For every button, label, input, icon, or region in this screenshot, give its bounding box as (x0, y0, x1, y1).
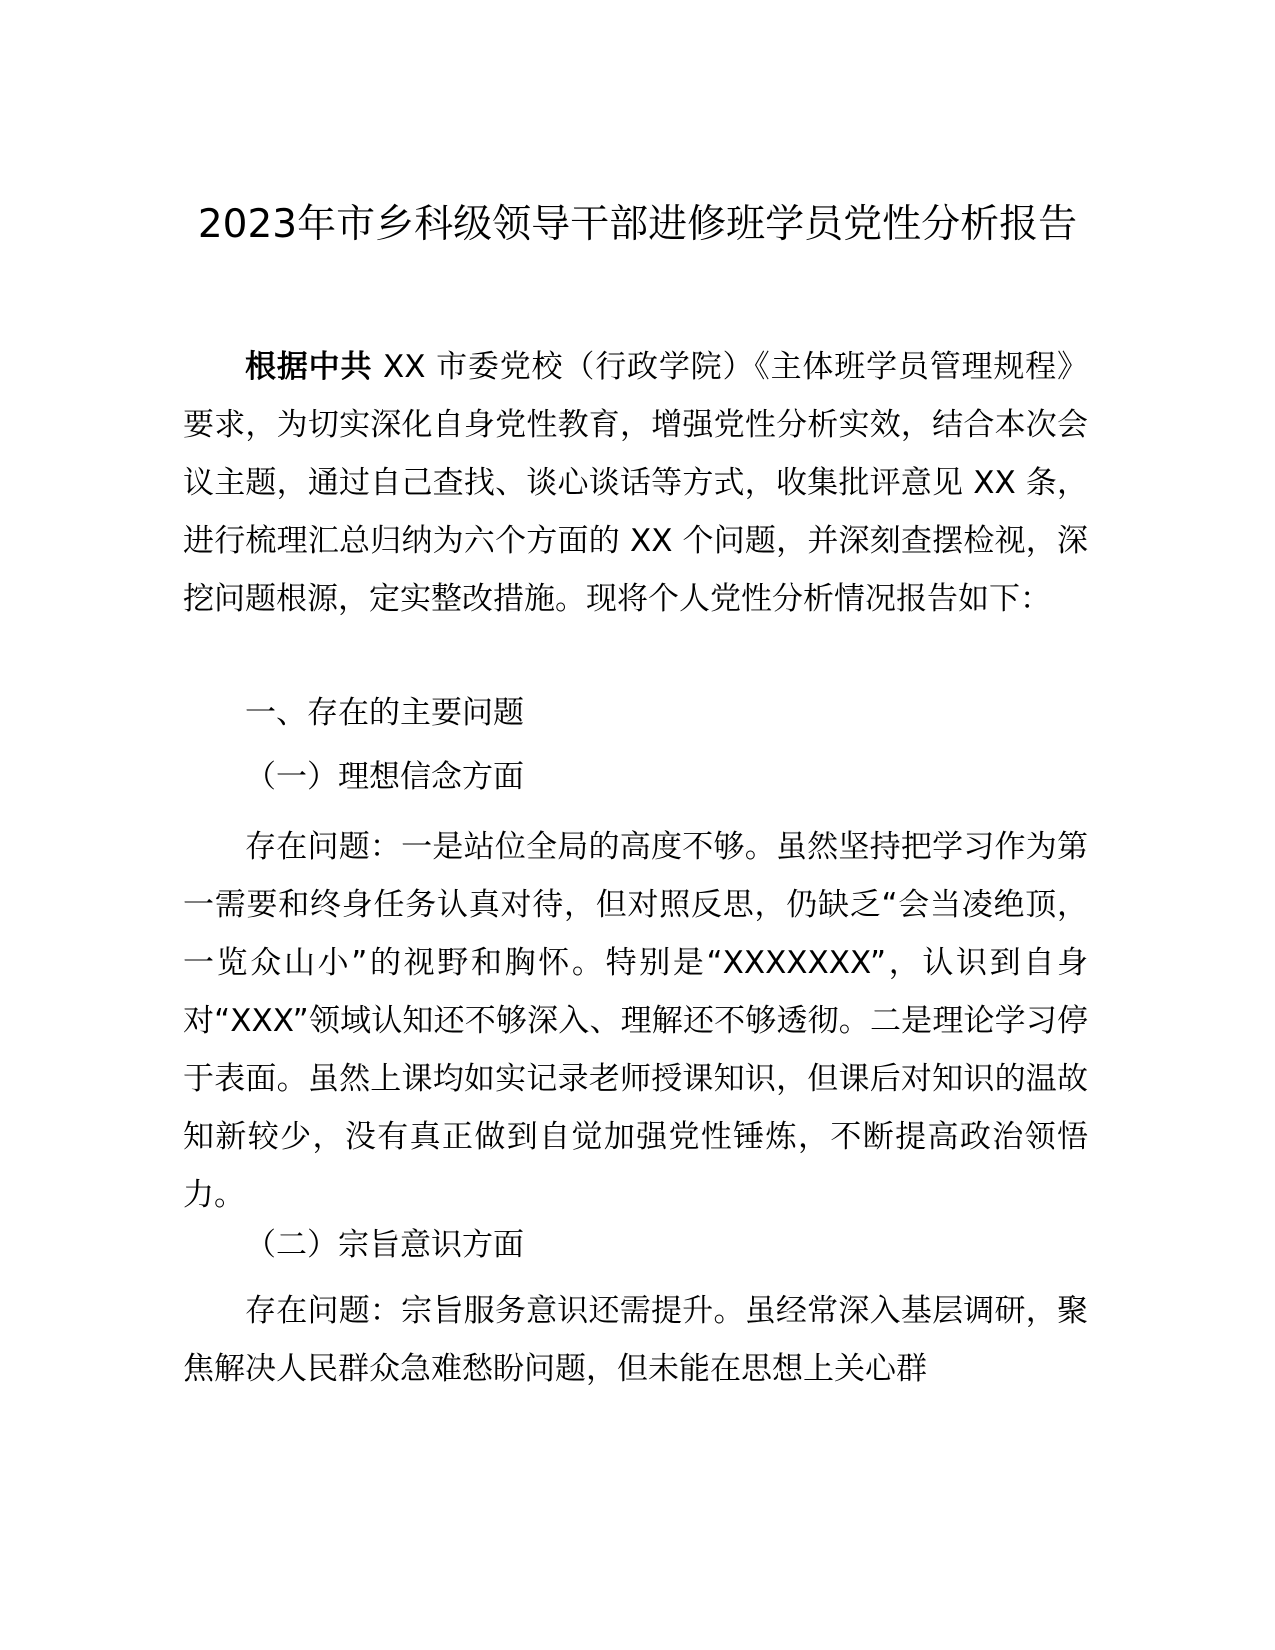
intro-paragraph (183, 338, 1088, 628)
intro-lead-text: 根据中共 (245, 349, 373, 385)
subsection-heading-ideals: （一）理想信念方面 (245, 759, 524, 795)
purpose-paragraph: 存在问题：宗旨服务意识还需提升。虽经常深入基层调研，聚焦解决人民群众急难愁盼问题，但未能在思想上关心群 (183, 1293, 1088, 1387)
subsection-heading-purpose: （二）宗旨意识方面 (245, 1227, 524, 1263)
ideals-paragraph: 存在问题：一是站位全局的高度不够。虽然坚持把学习作为第一需要和终身任务认真对待，但对照反思，仍缺乏“会当凌绝顶，一览众山小”的视野和胸怀。特别是“XXXXXXX”，认识到自身对“XXX”领域认知还不够深入、理解还不够透彻。二是理论学习停于表面。虽然上课均如实记录老师授课知识，但课后对知识的温故知新较少，没有真正做到自觉加强党性锤炼，不断提高政治领悟力。 (183, 829, 1088, 1213)
document-title: 2023年市乡科级领导干部进修班学员党性分析报告 (197, 202, 1078, 247)
section-heading-problems: 一、存在的主要问题 (245, 695, 524, 731)
intro-rest-text: XX 市委党校（行政学院）《主体班学员管理规程》要求，为切实深化自身党性教育，增强党性分析实效，结合本次会议主题，通过自己查找、谈心谈话等方式，收集批评意见 XX 条，进行梳理汇总归纳为六个方面的 XX 个问题，并深刻查摆检视，深挖问题根源，定实整改措施。现将个人党性分析情况报告如下： (183, 349, 1088, 617)
